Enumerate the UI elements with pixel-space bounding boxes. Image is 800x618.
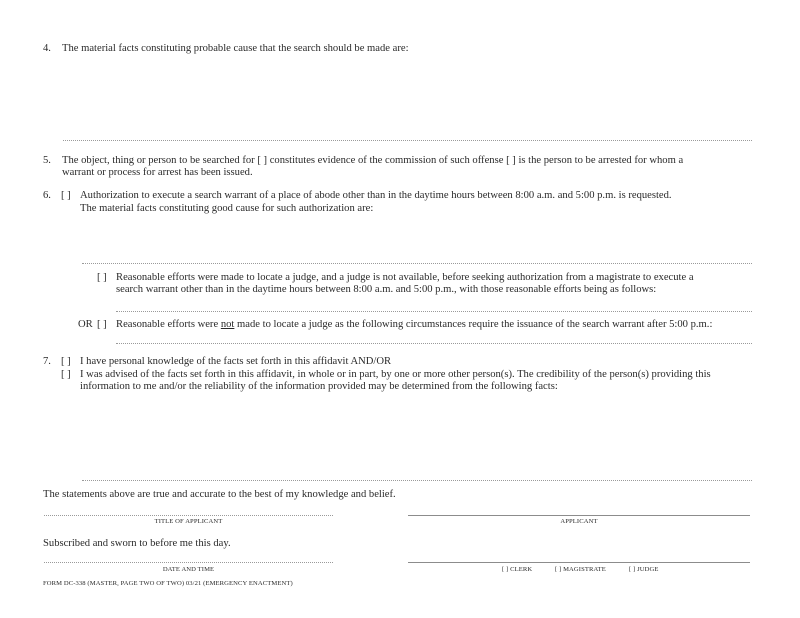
checkbox-magistrate[interactable]: [ ] (555, 566, 562, 573)
clerk-label: CLERK (510, 566, 533, 573)
item-7a-text: I have personal knowledge of the facts set forth in this affidavit AND/OR (80, 356, 392, 367)
item-6b-text-before: Reasonable efforts were (116, 319, 219, 330)
item-6a-line-1: Reasonable efforts were made to locate a judge, and a judge is not available, before seeking authorization from a magistrate to execute a (116, 272, 694, 283)
form-identifier: FORM DC-338 (MASTER, PAGE TWO OF TWO) 03/21 (EMERGENCY ENACTMENT) (43, 580, 293, 587)
item-6-line-2: The material facts constituting good cause for such authorization are: (80, 203, 374, 214)
item-5-text-a: The object, thing or person to be searched for (62, 155, 255, 166)
checkbox-nighttime-authorization[interactable]: [ ] (61, 190, 71, 201)
item-6b-text (116, 318, 712, 331)
or-label: OR (78, 319, 93, 330)
checkbox-judge-not-sought[interactable]: [ ] (97, 319, 107, 330)
officer-option-clerk (502, 566, 532, 574)
officer-option-judge (629, 566, 658, 574)
checkbox-judge[interactable]: [ ] (629, 566, 636, 573)
item-7b-line-2: information to me and/or the reliability of the information provided may be determined from the following facts: (80, 381, 558, 392)
item-6-number: 6. (43, 190, 51, 201)
item-5-text-c: is the person to be arrested for whom a (518, 155, 684, 166)
date-and-time-label: DATE AND TIME (162, 566, 215, 573)
officer-signature-line[interactable] (408, 562, 750, 563)
item-6a-answer-line[interactable] (116, 311, 752, 312)
item-6b-underlined-not: not (220, 319, 235, 330)
checkbox-judge-unavailable[interactable]: [ ] (97, 272, 107, 283)
checkbox-clerk[interactable]: [ ] (502, 566, 509, 573)
item-4-text: The material facts constituting probable cause that the search should be made are: (62, 43, 409, 54)
judge-label: JUDGE (637, 566, 659, 573)
date-and-time-line[interactable] (44, 562, 333, 563)
item-5-text-b: constitutes evidence of the commission of such offense (269, 155, 504, 166)
item-5-number: 5. (43, 155, 51, 166)
title-of-applicant-line[interactable] (44, 515, 333, 516)
item-6b-text-after: made to locate a judge as the following circumstances require the issuance of the search warrant after 5:00 p.m.: (237, 319, 713, 330)
title-of-applicant-label: TITLE OF APPLICANT (154, 518, 223, 525)
applicant-signature-line[interactable] (408, 515, 750, 516)
checkbox-advised-by-others[interactable]: [ ] (61, 369, 71, 380)
subscribed-statement: Subscribed and sworn to before me this day. (43, 538, 231, 549)
item-6a-line-2: search warrant other than in the daytime hours between 8:00 a.m. and 5:00 p.m., with those reasonable efforts being as follows: (116, 284, 657, 295)
item-4-answer-line[interactable] (63, 140, 752, 141)
checkbox-evidence[interactable]: [ ] (257, 155, 268, 166)
item-7-number: 7. (43, 356, 51, 367)
checkbox-person-to-be-arrested[interactable]: [ ] (506, 155, 516, 166)
item-6-answer-line[interactable] (82, 263, 752, 264)
item-7b-line-1: I was advised of the facts set forth in this affidavit, in whole or in part, by one or more other person(s). The credibility of the person(s) providing this (80, 369, 711, 380)
applicant-label: APPLICANT (560, 518, 598, 525)
item-5-line-2: warrant or process for arrest has been issued. (62, 167, 253, 178)
officer-option-magistrate (555, 566, 606, 574)
item-4-number: 4. (43, 43, 51, 54)
attestation-statement: The statements above are true and accurate to the best of my knowledge and belief. (43, 489, 396, 500)
checkbox-personal-knowledge[interactable]: [ ] (61, 356, 71, 367)
magistrate-label: MAGISTRATE (563, 566, 606, 573)
item-7-answer-line[interactable] (82, 480, 752, 481)
item-6b-answer-line[interactable] (116, 343, 752, 344)
item-6-line-1: Authorization to execute a search warrant of a place of abode other than in the daytime hours between 8:00 a.m. and 5:00 p.m. is requested. (80, 190, 672, 201)
